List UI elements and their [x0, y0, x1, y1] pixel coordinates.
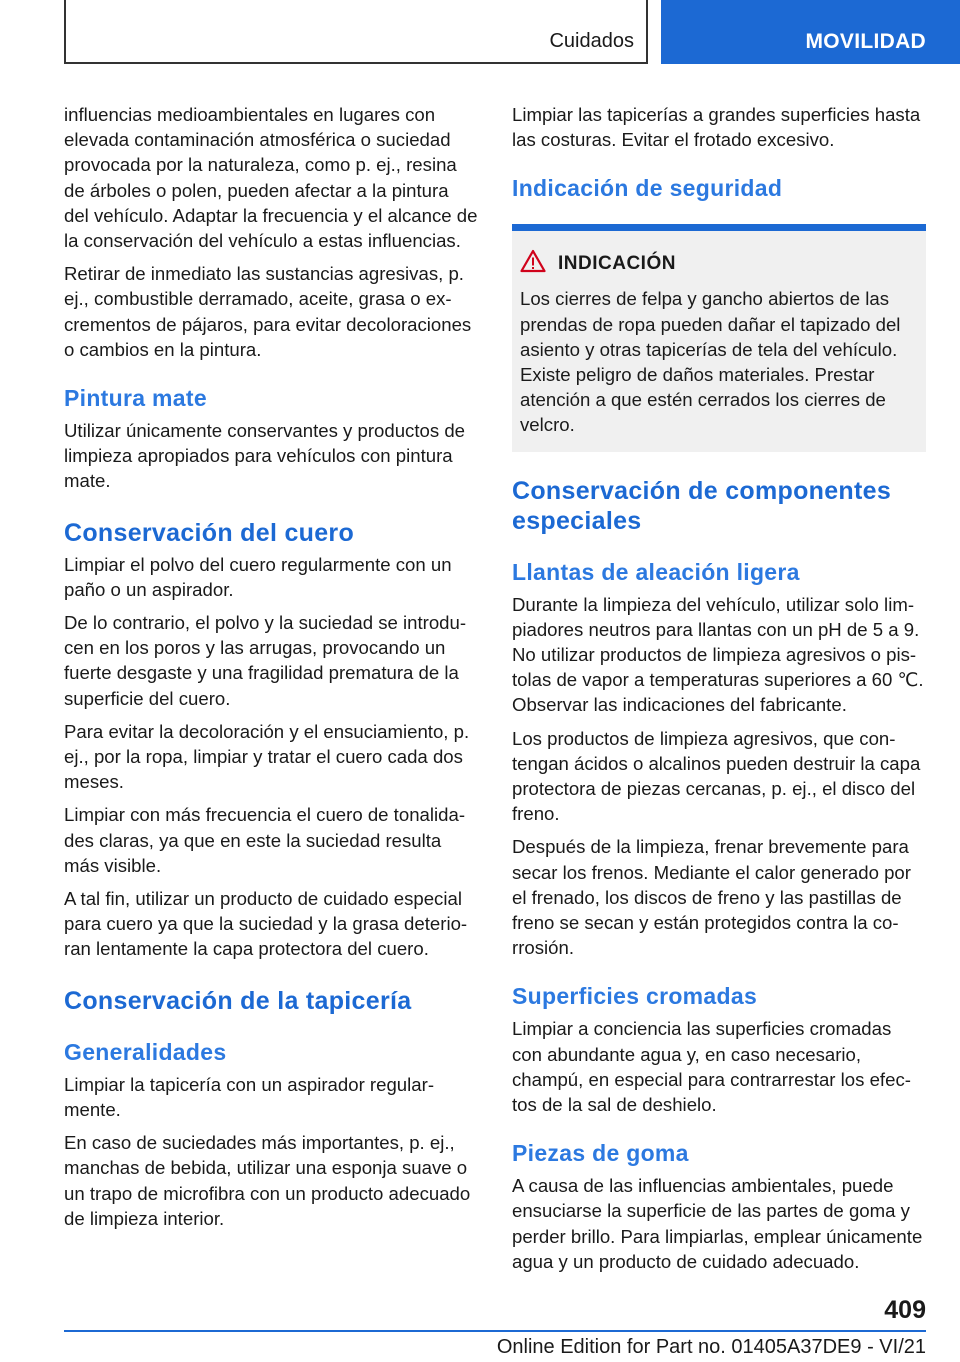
paragraph: Después de la limpieza, frenar brevemente para secar los frenos. Mediante el calor generado por el frenado, los discos de freno y las pastillas de freno se secan y están protegidos contra la corrosión. [512, 836, 911, 959]
heading-superficies-cromadas: Superficies cromadas [512, 983, 758, 1010]
notice-box [512, 224, 926, 451]
heading-generalidades: Generalidades [64, 1038, 227, 1065]
page-number: 409 [884, 1296, 926, 1324]
paragraph: A causa de las influencias ambientales, puede ensuciarse la superficie de las partes de goma y perder brillo. Para limpiarlas, emplear únicamente agua y un producto de cuidado adecuado. [512, 1175, 923, 1272]
notice-text: Los cierres de felpa y gancho abiertos de las prendas de ropa pueden dañar el tapizado del asiento y otras tapicerías de tela del vehículo. Existe peligro de daños materiales. Prestar atención a que estén cerrados los cierres de velcro. [520, 288, 901, 436]
paragraph: Para evitar la decoloración y el ensuciamiento, p. ej., por la ropa, limpiar y tratar el cuero cada dos meses. [64, 720, 470, 793]
edition-text: Online Edition for Part no. 01405A37DE9 - VI/21 [496, 1336, 926, 1358]
left-column [64, 102, 478, 1239]
heading-llantas: Llantas de aleación ligera [512, 558, 800, 585]
paragraph: Limpiar la tapicería con un aspirador regularmente. [64, 1073, 435, 1120]
right-column [512, 102, 926, 1282]
heading-conservacion-cuero: Conservación del cuero [64, 518, 355, 547]
notice-title: INDICACIÓN [558, 252, 676, 274]
paragraph: Limpiar a conciencia las superficies cromadas con abundante agua y, en caso necesario, champú, en especial para contrarrestar los efectos de la sal de deshielo. [512, 1018, 911, 1116]
notice-header [520, 249, 918, 278]
heading-componentes-especiales: Conservación de componentes especiales [512, 476, 892, 535]
header-section-title: Cuidados [549, 30, 634, 52]
heading-pintura-mate: Pintura mate [64, 385, 207, 412]
header-section-box [64, 0, 648, 64]
paragraph: Utilizar únicamente conservantes y productos de limpieza apropiados para vehículos con pintura mate. [64, 420, 466, 492]
paragraph: De lo contrario, el polvo y la suciedad se introducen en los poros y las arrugas, provocando un fuerte desgaste y una fragilidad prematura de la superficie del cuero. [64, 612, 467, 709]
paragraph: Limpiar con más frecuencia el cuero de tonalidades claras, ya que en este la suciedad resulta más visible. [64, 804, 466, 876]
paragraph: influencias medioambientales en lugares con elevada contaminación atmosférica o suciedad provocada por la naturaleza, como p. ej., resina de árboles o polen, pueden afectar a la pintura del vehículo. Adaptar la frecuencia y el alcance de la conservación del vehículo a estas influencias. [64, 104, 478, 252]
paragraph: Limpiar el polvo del cuero regularmente con un paño o un aspirador. [64, 553, 452, 600]
heading-conservacion-tapiceria: Conservación de la tapicería [64, 986, 412, 1015]
footer-divider [64, 1330, 926, 1332]
paragraph: En caso de suciedades más importantes, p. ej., manchas de bebida, utilizar una esponja suave o un trapo de microfibra con un producto adecuado de limpieza interior. [64, 1132, 471, 1229]
header-chapter-tab [661, 0, 960, 64]
header-chapter-title: MOVILIDAD [805, 30, 926, 53]
warning-triangle-icon [520, 249, 546, 278]
heading-piezas-goma: Piezas de goma [512, 1140, 689, 1167]
paragraph: Limpiar las tapicerías a grandes superficies hasta las costuras. Evitar el frotado excesivo. [512, 104, 921, 151]
paragraph: Retirar de inmediato las sustancias agresivas, p. ej., combustible derramado, aceite, grasa o excrementos de pájaros, para evitar decoloraciones o cambios en la pintura. [64, 263, 472, 360]
paragraph: A tal fin, utilizar un producto de cuidado especial para cuero ya que la suciedad y la grasa deterioran lentamente la capa protectora del cuero. [64, 888, 468, 960]
heading-indicacion-seguridad: Indicación de seguridad [512, 175, 783, 202]
paragraph: Los productos de limpieza agresivos, que contengan ácidos o alcalinos pueden destruir la capa protectora de piezas cercanas, p. ej., el disco del freno. [512, 727, 921, 825]
paragraph: Durante la limpieza del vehículo, utilizar solo limpiadores neutros para llantas con un pH de 5 a 9. No utilizar productos de limpieza agresivos o pistolas de vapor a temperaturas superiores a 60 ℃. Observar las indicaciones del fabricante. [512, 593, 924, 716]
